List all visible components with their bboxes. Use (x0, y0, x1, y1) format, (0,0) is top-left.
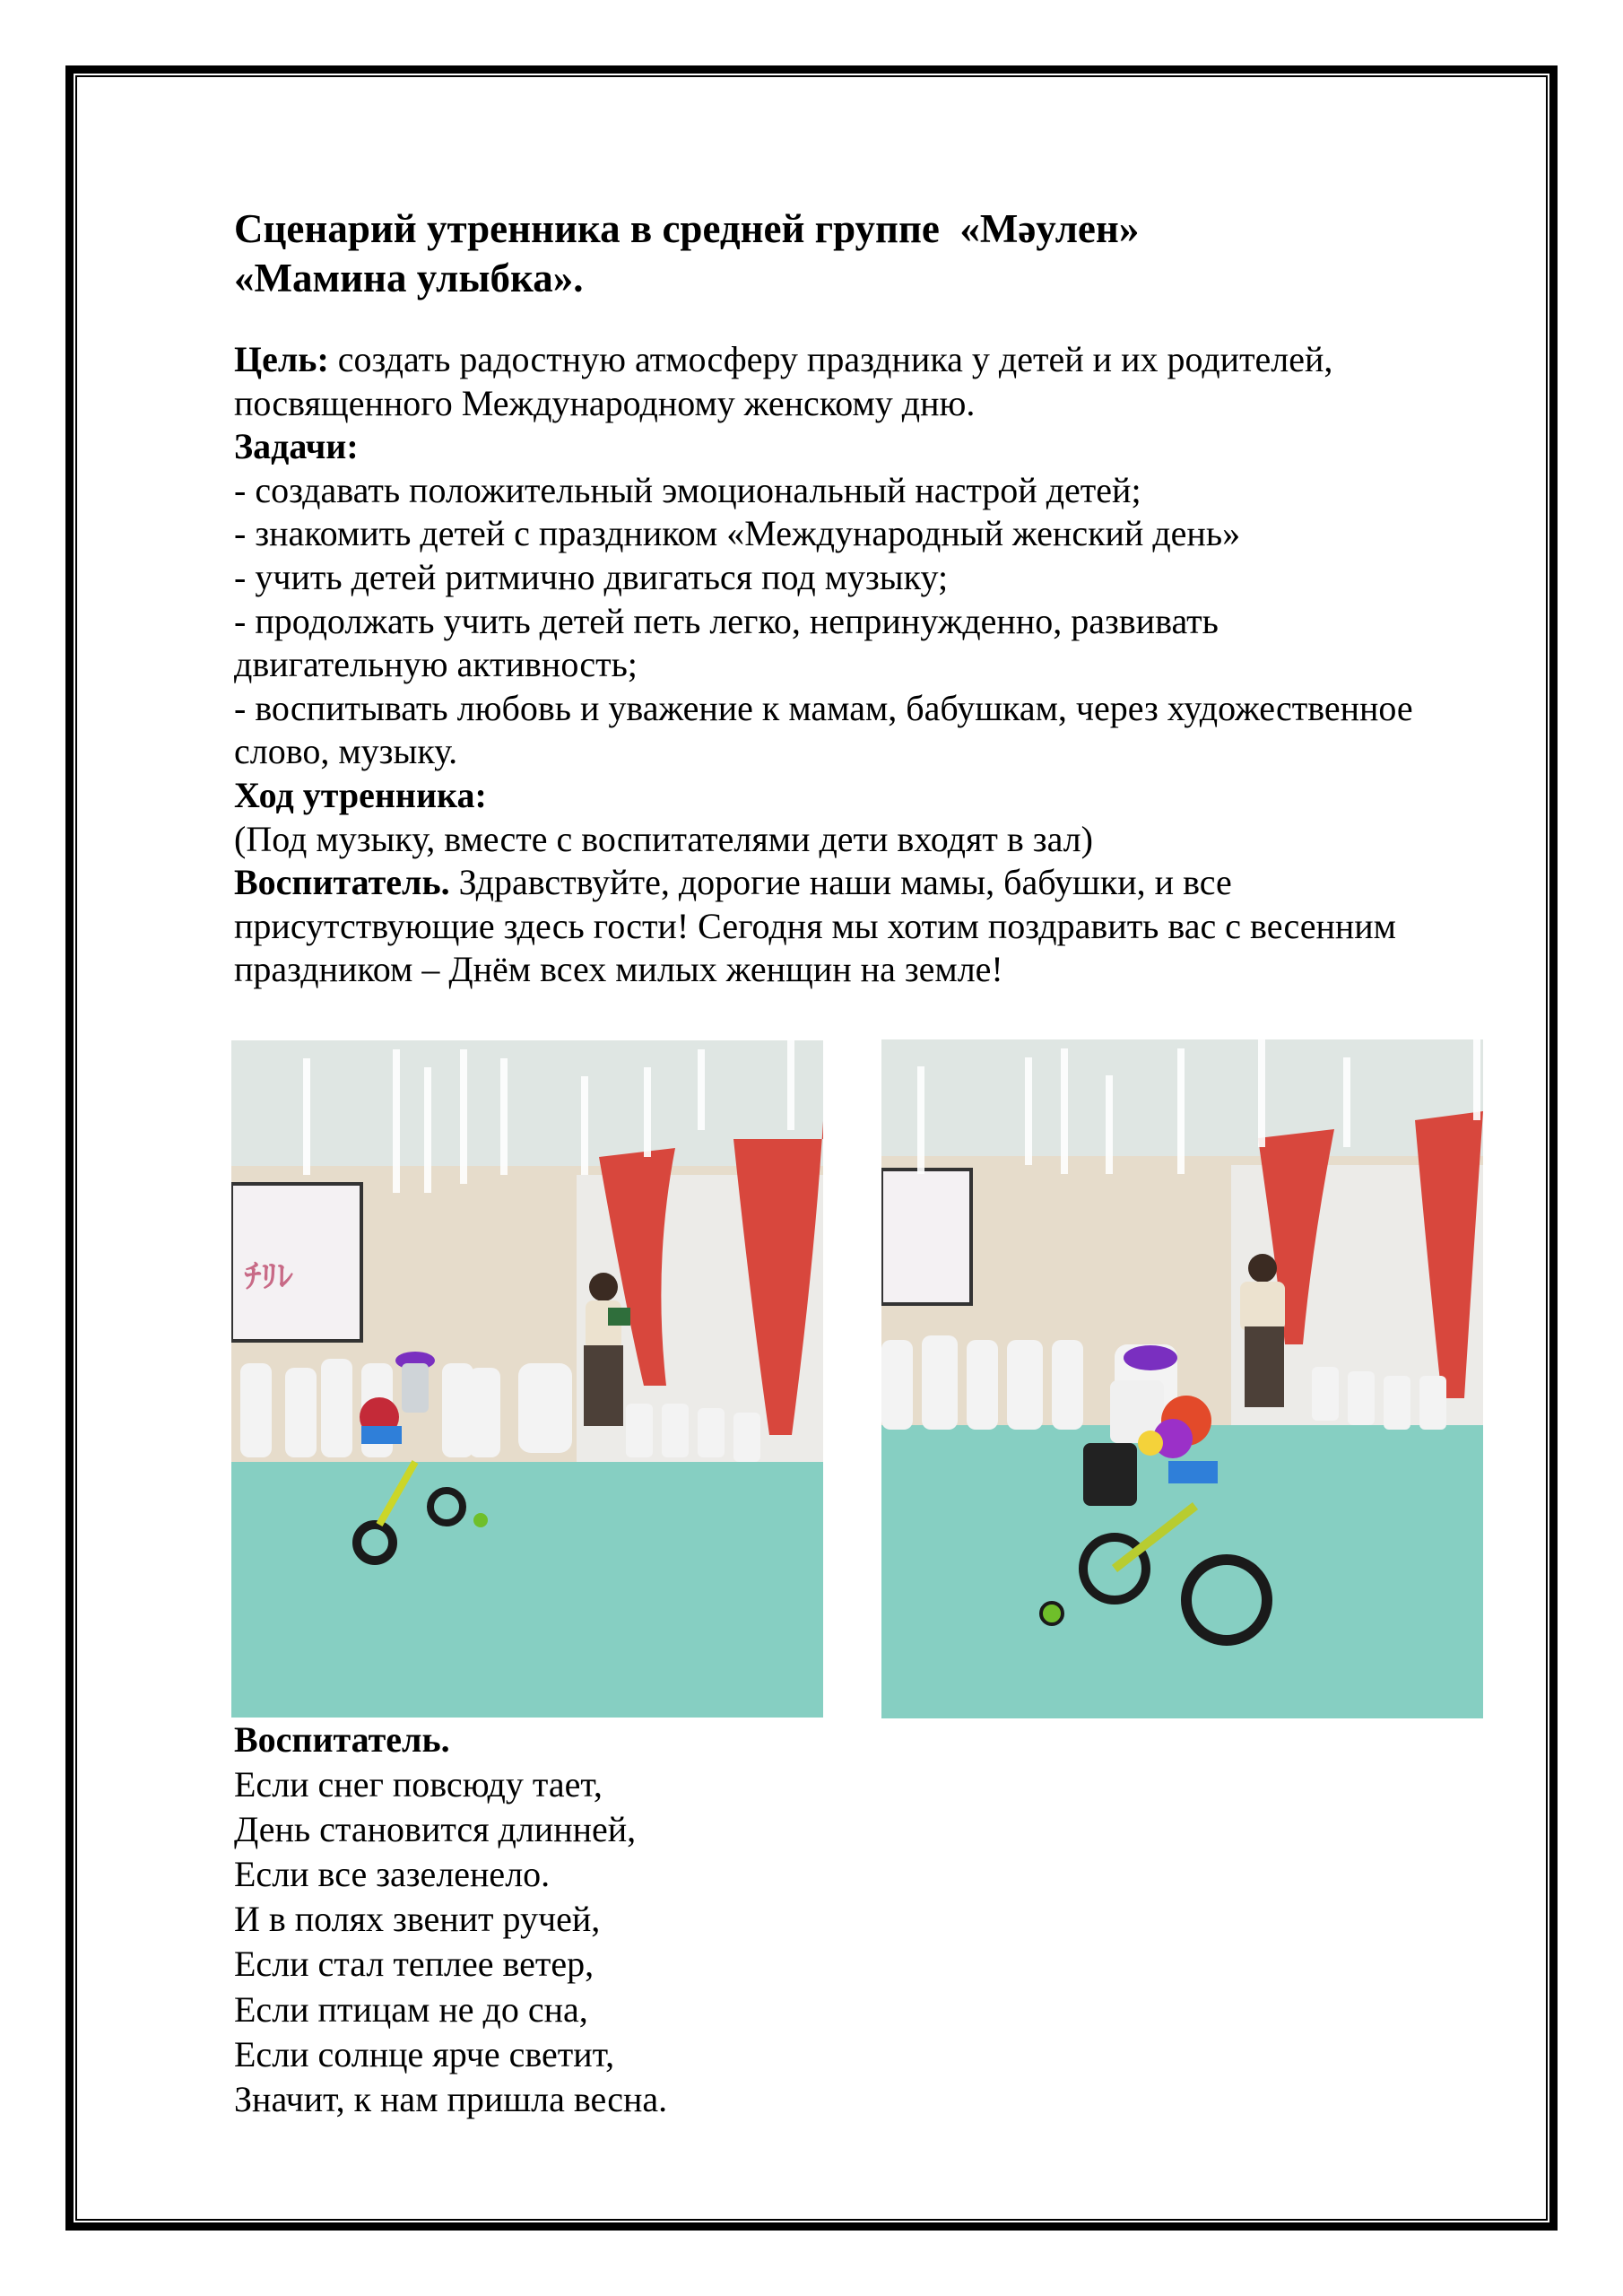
title-line-2: «Мамина улыбка». (234, 256, 584, 300)
task-item: - знакомить детей с праздником «Международный женский день» (234, 513, 1241, 554)
task-item: - учить детей ритмично двигаться под музыку; (234, 556, 949, 597)
poem-line: Если птицам не до сна, (234, 1988, 588, 2030)
task-item-continuation: двигательную активность; (234, 644, 638, 685)
poem-line: Если все зазеленело. (234, 1854, 551, 1895)
goal-paragraph (234, 338, 1413, 382)
task-item: - создавать положительный эмоциональный настрой детей; (234, 469, 1141, 510)
goal-text: создать радостную атмосферу праздника у детей и их родителей, (328, 339, 1333, 379)
poem-line: Если стал теплее ветер, (234, 1944, 595, 1985)
poem-line: Если снег повсюду тает, (234, 1764, 603, 1805)
speech-text-line-3: праздником – Днём всех милых женщин на земле! (234, 949, 1003, 990)
svg-text:ﾁﾘﾚ: ﾁﾘﾚ (245, 1257, 293, 1294)
poem-line: И в полях звенит ручей, (234, 1899, 601, 1940)
photo-boy-on-bicycle-2 (881, 1039, 1483, 1718)
poem-speaker-text: Воспитатель. (234, 1719, 450, 1760)
document-body (234, 338, 1413, 992)
tasks-heading-text: Задачи: (234, 426, 359, 467)
task-item: - воспитывать любовь и уважение к мамам, бабушкам, через художественное (234, 687, 1413, 728)
title-line-1: Сценарий утренника в средней группе «Мәулен» (234, 206, 1140, 251)
speech-text: Здравствуйте, дорогие наши мамы, бабушки, и все (449, 862, 1232, 903)
photo-illustration (881, 1039, 1483, 1718)
poem-line: Значит, к нам пришла весна. (234, 2078, 668, 2119)
poem-speaker (234, 1718, 667, 1762)
goal-label: Цель: (234, 339, 329, 379)
task-item-continuation: слово, музыку. (234, 731, 458, 772)
document-title (234, 204, 1139, 303)
tasks-heading (234, 425, 1413, 469)
poem-line: День становится длинней, (234, 1809, 637, 1850)
course-heading (234, 774, 1413, 818)
task-item: - продолжать учить детей петь легко, непринужденно, развивать (234, 600, 1219, 641)
photo-illustration (231, 1040, 823, 1718)
course-heading-text: Ход утренника: (234, 774, 487, 815)
poem-line: Если солнце ярче светит, (234, 2033, 615, 2074)
stage-direction: (Под музыку, вместе с воспитателями дети входят в зал) (234, 818, 1093, 859)
goal-text-line-2: посвященного Международному женскому дню. (234, 382, 976, 423)
speech-text-line-2: присутствующие здесь гости! Сегодня мы хотим поздравить вас с весенним (234, 905, 1396, 946)
speech-paragraph (234, 861, 1413, 905)
photo-boy-on-bicycle-1 (231, 1040, 823, 1718)
poem (234, 1718, 667, 2122)
speaker-label: Воспитатель. (234, 862, 450, 903)
